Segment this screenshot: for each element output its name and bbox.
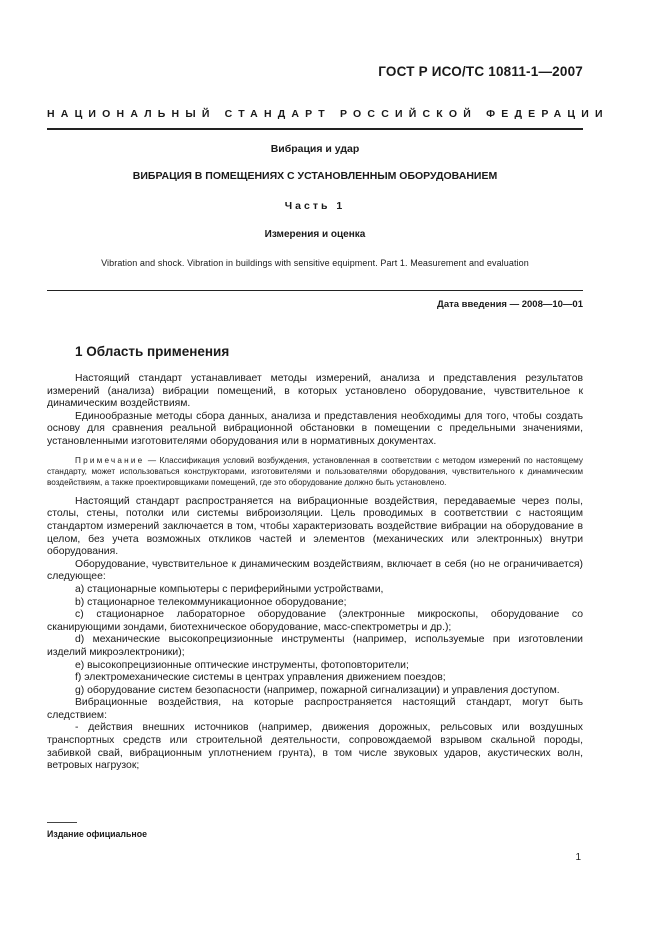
paragraph: Оборудование, чувствительное к динамическим воздействиям, включает в себя (но не ограничивается) следующее: [47, 558, 583, 583]
list-item: e) высокопрецизионные оптические инструменты, фотоповторители; [75, 659, 409, 671]
document-code: ГОСТ Р ИСО/ТС 10811-1—2007 [378, 64, 583, 79]
section-body [47, 373, 583, 773]
section-title: 1 Область применения [75, 344, 230, 359]
middle-rule [47, 290, 583, 291]
list-item: a) стационарные компьютеры с периферийными устройствами, [75, 583, 384, 595]
list-item: f) электромеханические системы в центрах управления движением поездов; [75, 672, 446, 684]
title-english: Vibration and shock. Vibration in buildings with sensitive equipment. Part 1. Measurement and evaluation [101, 258, 529, 268]
note [47, 455, 583, 489]
introduction-date: Дата введения — 2008—10—01 [437, 299, 583, 310]
title-part-name: Измерения и оценка [264, 229, 366, 240]
paragraph: - действия внешних источников (например, движения дорожных, рельсовых или воздушных транспортных средств или строительной деятельности, сопровождаемой взрывом скальной породы, забивкой свай, вибрационным уплотнением грунта), в том числе звуковых ударов, акустических волн, ветровых нагрузок; [47, 722, 583, 772]
list-item: b) стационарное телекоммуникационное оборудование; [75, 596, 347, 608]
note-text: — Классификация условий возбуждения, установленная в соответствии с методом измерений по настоящему стандарту, может использоваться конструкторами, изготовителями и пользователями оборудования, чувствительного к динамическим воздействиям, а также проектировщиками помещений, где это оборудование должно быть установлено. [47, 455, 583, 488]
footnote-rule [47, 822, 77, 823]
list-item: g) оборудование систем безопасности (например, пожарной сигнализации) и управления доступом. [75, 684, 560, 696]
note-label: Примечание [75, 455, 145, 465]
paragraph: Настоящий стандарт устанавливает методы измерений, анализа и представления результатов измерений (анализа) вибрации помещений, в которых установлено оборудование, чувствительное к динамическим воздействиям. [47, 373, 583, 410]
paragraph: Единообразные методы сбора данных, анализа и представления необходимы для того, чтобы создать основу для сравнения реальной вибрационной обстановки в помещении с предельными значениями, установленными изготовителями оборудования или в нормативных документах. [47, 410, 583, 447]
paragraph: Вибрационные воздействия, на которые распространяется настоящий стандарт, могут быть следствием: [47, 697, 583, 721]
title-main: ВИБРАЦИЯ В ПОМЕЩЕНИЯХ С УСТАНОВЛЕННЫМ ОБОРУДОВАНИЕМ [132, 170, 498, 182]
list-item: d) механические высокопрецизионные инструменты (например, используемые при изготовлении изделий микроэлектроники); [47, 634, 583, 658]
paragraph: Настоящий стандарт распространяется на вибрационные воздействия, передаваемые через полы, столы, стены, потолки или системы виброизоляции. Цель проводимых в соответствии с настоящим стандартом измерений заключается в том, чтобы характеризовать воздействие вибрации на оборудование в целом, без учета возможных откликов частей и элементов (механических или электронных) внутри оборудования. [47, 495, 583, 558]
top-rule [47, 128, 583, 130]
page-number: 1 [575, 852, 581, 863]
title-part: Часть 1 [284, 200, 346, 212]
official-edition-label: Издание официальное [47, 829, 147, 839]
national-standard-heading: НАЦИОНАЛЬНЫЙ СТАНДАРТ РОССИЙСКОЙ ФЕДЕРАЦИИ [47, 108, 609, 120]
list-item: c) стационарное лабораторное оборудование (электронные микроскопы, оборудование со сканирующими зондами, биотехническое оборудование, масс-спектрометры и др.); [47, 609, 583, 633]
title-subject: Вибрация и удар [270, 143, 360, 155]
